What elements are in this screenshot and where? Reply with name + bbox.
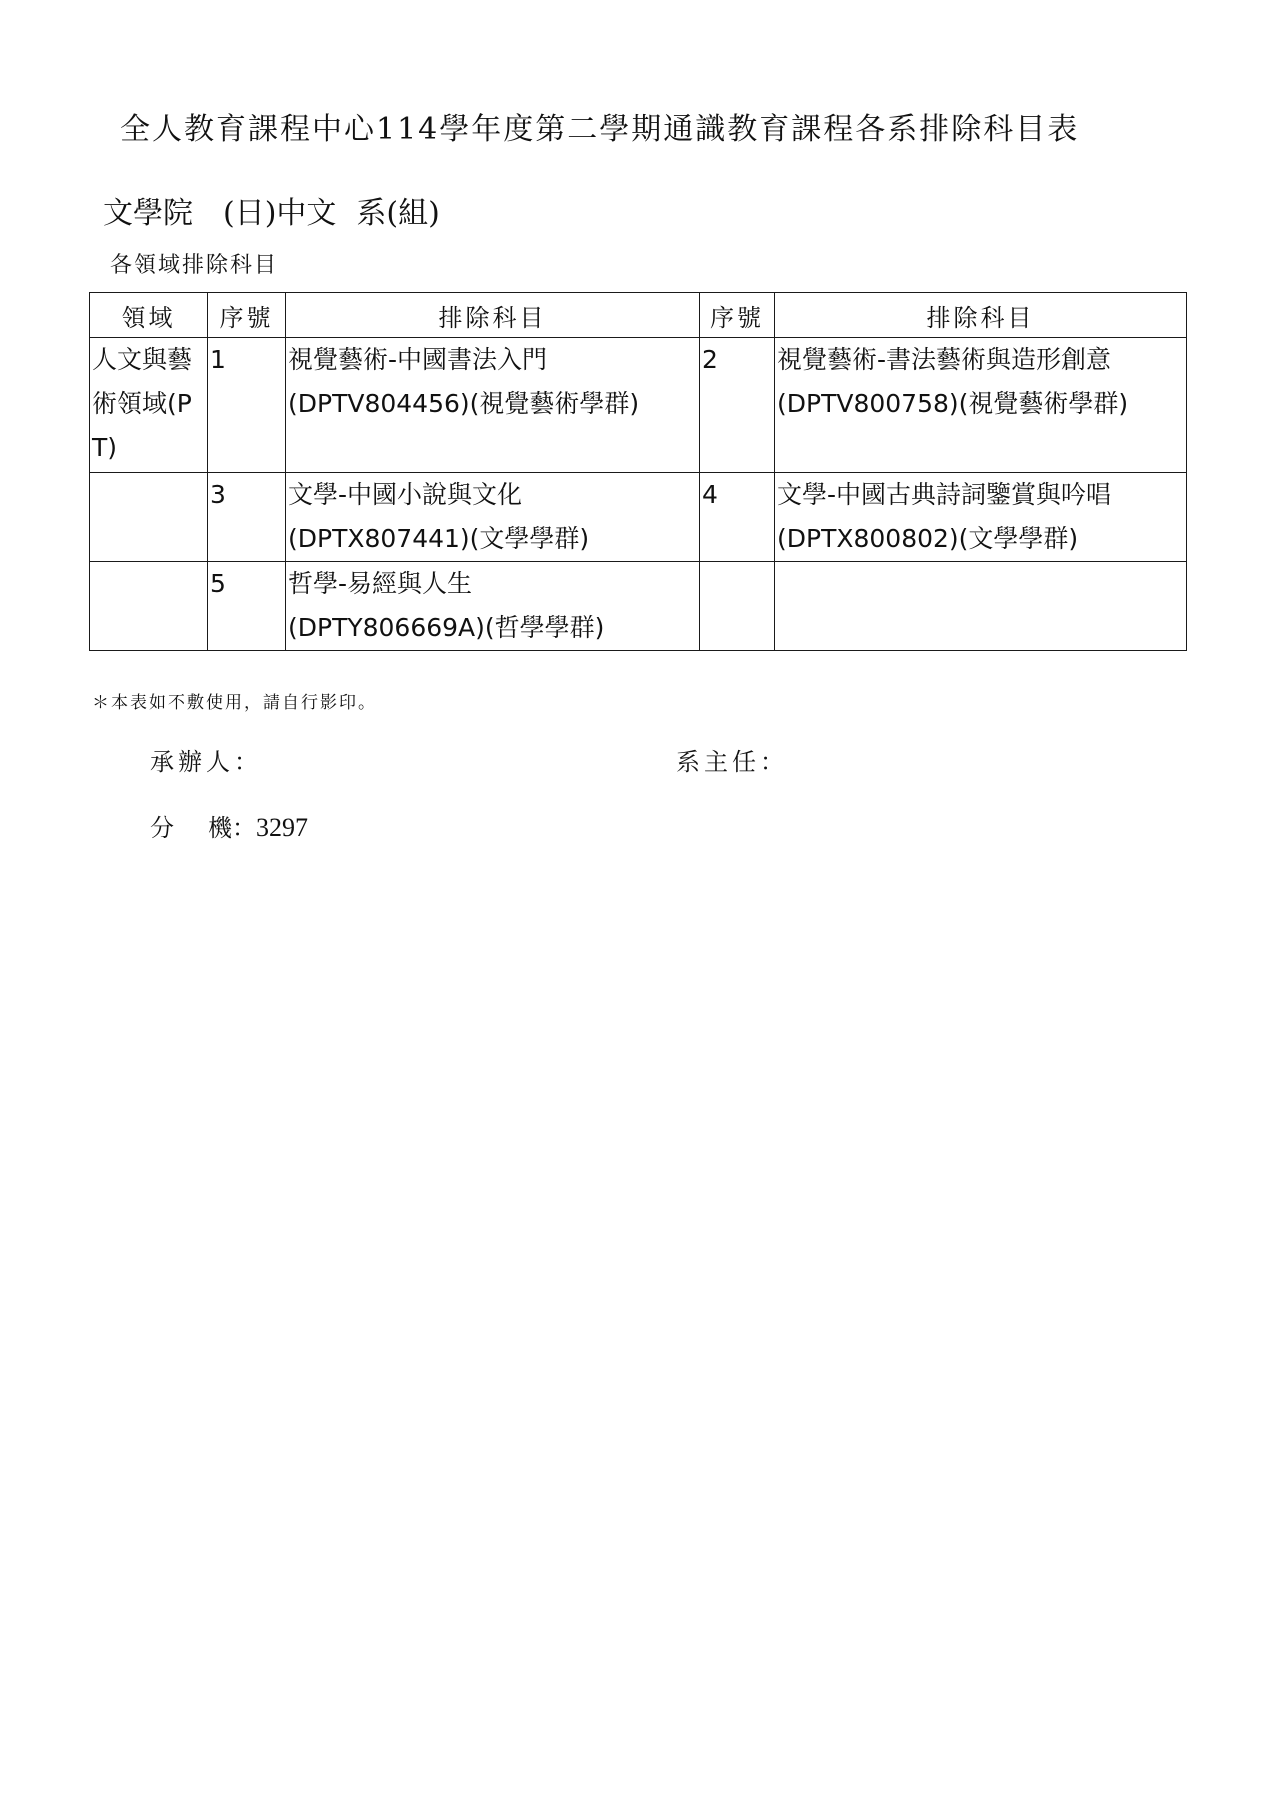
domain-cell: 人文與藝術領域(PT) xyxy=(90,338,208,473)
course-name: 視覺藝術-中國書法入門 xyxy=(288,345,548,374)
section-heading: 各領域排除科目 xyxy=(110,253,279,278)
table-row xyxy=(90,562,1187,651)
college-name: 文學院 xyxy=(103,196,193,231)
course-cell xyxy=(775,338,1187,473)
document-title: 全人教育課程中心114學年度第二學期通識教育課程各系排除科目表 xyxy=(120,112,1080,147)
course-name: 文學-中國小說與文化 xyxy=(288,480,523,509)
course-cell xyxy=(286,562,700,651)
serial-cell: 4 xyxy=(700,473,775,562)
extension-label-a: 分 xyxy=(150,814,178,842)
course-code: (DPTX807441)(文學學群) xyxy=(288,524,590,553)
course-cell xyxy=(775,473,1187,562)
table-row xyxy=(90,473,1187,562)
header-serial-left: 序號 xyxy=(208,293,286,338)
excluded-courses-table xyxy=(89,292,1187,651)
extension-line xyxy=(150,808,308,843)
course-cell xyxy=(286,338,700,473)
extension-label-b: 機： xyxy=(208,814,256,842)
department-line xyxy=(103,188,440,232)
serial-cell xyxy=(700,562,775,651)
chair-signature-label: 系主任： xyxy=(676,748,788,776)
program-name: (日)中文 xyxy=(223,196,337,231)
header-course-left: 排除科目 xyxy=(286,293,700,338)
header-domain: 領域 xyxy=(90,293,208,338)
serial-cell: 2 xyxy=(700,338,775,473)
footnote: ＊本表如不敷使用，請自行影印。 xyxy=(92,693,377,713)
course-name: 文學-中國古典詩詞鑒賞與吟唱 xyxy=(777,480,1112,509)
extension-number: 3297 xyxy=(256,813,308,842)
table-row xyxy=(90,338,1187,473)
program-suffix: 系(組) xyxy=(356,196,440,231)
course-code: (DPTV800758)(視覺藝術學群) xyxy=(777,389,1129,418)
course-name: 視覺藝術-書法藝術與造形創意 xyxy=(777,345,1112,374)
handler-signature-label: 承辦人： xyxy=(150,748,262,776)
serial-cell: 5 xyxy=(208,562,286,651)
course-code: (DPTV804456)(視覺藝術學群) xyxy=(288,389,640,418)
domain-cell xyxy=(90,562,208,651)
header-serial-right: 序號 xyxy=(700,293,775,338)
course-code: (DPTY806669A)(哲學學群) xyxy=(288,613,605,642)
table-header-row xyxy=(90,293,1187,338)
course-code: (DPTX800802)(文學學群) xyxy=(777,524,1079,553)
domain-cell xyxy=(90,473,208,562)
serial-cell: 1 xyxy=(208,338,286,473)
serial-cell: 3 xyxy=(208,473,286,562)
course-cell xyxy=(775,562,1187,651)
course-cell xyxy=(286,473,700,562)
header-course-right: 排除科目 xyxy=(775,293,1187,338)
course-name: 哲學-易經與人生 xyxy=(288,569,473,598)
